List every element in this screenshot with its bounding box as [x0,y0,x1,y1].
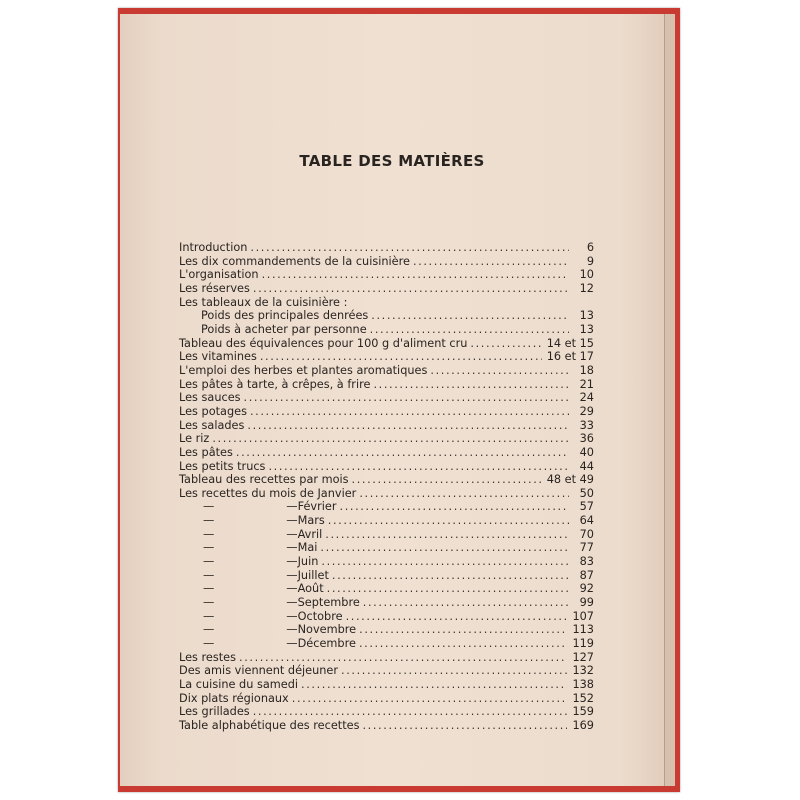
toc-entry-page: 13 [579,322,594,336]
leader-dots [250,405,569,419]
toc-entry-page: 113 [572,623,594,637]
toc-entry-label: Tableau des équivalences pour 100 g d'aliment cru [179,336,468,350]
toc-month-entry [179,569,594,583]
toc-entry [179,337,594,351]
ditto-dash: — [203,541,215,555]
toc-entry-label: L'organisation [179,268,259,282]
toc-entry-label: Mai [297,541,318,555]
leader-dots [332,569,569,583]
toc-entry-page: 92 [579,582,594,596]
toc-entry [179,350,594,364]
toc-entry-page: 16 et 17 [546,350,594,364]
leader-dots [250,241,569,255]
toc-entry-page: 64 [579,514,594,528]
ditto-dash: — [286,637,298,651]
ditto-dash: — [286,541,298,555]
ditto-dash: — [286,500,298,514]
toc-entry-page: 33 [579,418,594,432]
toc-month-entry [179,582,594,596]
toc-entry [179,651,594,665]
toc-entry [179,473,594,487]
ditto-dash: — [203,568,215,582]
toc-entry-page: 48 et 49 [546,473,594,487]
toc-entry-label: Tableau des recettes par mois [179,473,349,487]
ditto-dash: — [286,555,298,569]
toc-entry-page: 24 [579,391,594,405]
toc-entry-label: Les restes [179,650,237,664]
toc-entry-label: Juin [297,555,319,569]
toc-entry-label: Des amis viennent déjeuner [179,664,339,678]
toc-entry-label: Les petits trucs [179,459,266,473]
toc-entry-page: 152 [572,691,594,705]
toc-month-entry [179,637,594,651]
toc-entry-page: 127 [572,650,594,664]
leader-dots [470,337,541,351]
toc-entry-label: Les réserves [179,281,250,295]
leader-dots [413,255,569,269]
toc-entry-label: Août [297,582,324,596]
leader-dots [320,541,569,555]
toc-entry-page: 18 [579,363,594,377]
toc-month-entry [179,610,594,624]
toc-section-header [179,296,594,310]
toc-entry-label: Poids des principales denrées [201,309,369,323]
ditto-dash: — [203,582,215,596]
leader-dots [359,637,568,651]
toc-entry [179,664,594,678]
leader-dots [327,582,569,596]
toc-entry-label: Juillet [297,568,329,582]
leader-dots [325,528,569,542]
ditto-dash: — [286,527,298,541]
leader-dots [352,473,542,487]
toc-entry-page: 138 [572,678,594,691]
toc-month-entry [179,500,594,514]
leader-dots [253,282,569,296]
leader-dots [212,432,569,446]
toc-entry [179,241,594,255]
toc-entry-page: 13 [579,309,594,323]
toc-entry-page: 107 [572,609,594,623]
leader-dots [321,555,569,569]
leader-dots [268,460,569,474]
ditto-dash: — [286,609,298,623]
leader-dots [370,323,569,337]
toc-entry-page: 14 et 15 [546,336,594,350]
leader-dots [340,500,570,514]
leader-dots [359,623,567,637]
toc-entry [179,705,594,719]
toc-entry-page: 87 [579,568,594,582]
page-edge [664,14,675,786]
toc-entry-page: 132 [572,664,594,678]
toc-entry [179,268,594,282]
leader-dots [362,719,567,733]
toc-entry-label: Poids à acheter par personne [201,322,367,336]
ditto-dash: — [203,500,215,514]
toc-month-entry [179,514,594,528]
ditto-dash: — [286,568,298,582]
toc-entry-label: Introduction [179,241,248,254]
toc-entry-label: Les dix commandements de la cuisinière [179,254,410,268]
toc-entry-page: 9 [586,254,594,268]
toc-entry-page: 21 [579,377,594,391]
toc-entry-label: Table alphabétique des recettes [179,718,360,732]
leader-dots [328,514,569,528]
toc-month-entry [179,596,594,610]
toc-entry-page: 159 [572,705,594,719]
leader-dots [244,391,569,405]
toc-sub-entry [179,323,594,337]
toc-month-entry [179,528,594,542]
toc-entry [179,487,594,501]
toc-entry-label: Les vitamines [179,350,257,364]
toc-entry [179,446,594,460]
toc-entry-page: 83 [579,555,594,569]
leader-dots [371,309,569,323]
ditto-dash: — [203,527,215,541]
toc-entry-page: 70 [579,527,594,541]
toc-entry [179,405,594,419]
toc-month-entry [179,555,594,569]
ditto-dash: — [203,609,215,623]
toc-sub-entry [179,309,594,323]
toc-entry-label: Décembre [297,637,356,651]
toc-entry-label: Septembre [297,596,360,610]
toc-entry-label: Mars [297,514,325,528]
toc-entry-page: 6 [586,241,594,254]
toc-entry [179,460,594,474]
leader-dots [236,446,569,460]
toc-entry-label: Le riz [179,432,210,446]
toc-entry [179,692,594,706]
leader-dots [359,487,569,501]
leader-dots [301,678,567,692]
leader-dots [363,596,569,610]
toc-entry [179,391,594,405]
leader-dots [262,268,569,282]
leader-dots [253,705,568,719]
toc-entry-page: 40 [579,445,594,459]
toc-entry-page: 99 [579,596,594,610]
toc-entry-label: Octobre [297,609,343,623]
leader-dots [247,419,569,433]
toc-entry-label: L'emploi des herbes et plantes aromatiques [179,363,428,377]
ditto-dash: — [286,623,298,637]
toc-entry-label: La cuisine du samedi [179,678,299,691]
toc-entry-label: Les sauces [179,391,241,405]
toc-entry [179,255,594,269]
toc-entry-label: Les tableaux de la cuisinière : [179,295,348,309]
ditto-dash: — [203,623,215,637]
toc-entry-label: Les recettes du mois de Janvier [179,486,357,500]
ditto-dash: — [203,637,215,651]
toc-entry [179,432,594,446]
toc-entry-label: Les salades [179,418,245,432]
leader-dots [239,651,567,665]
toc-entry [179,378,594,392]
ditto-dash: — [286,582,298,596]
toc-entry-page: 36 [579,432,594,446]
leader-dots [430,364,569,378]
toc-entry [179,678,594,692]
ditto-dash: — [203,555,215,569]
leader-dots [373,378,569,392]
toc-entry-label: Dix plats régionaux [179,691,289,705]
ditto-dash: — [203,514,215,528]
toc-entry-page: 44 [579,459,594,473]
toc-entry-label: Les pâtes à tarte, à crêpes, à frire [179,377,371,391]
page-title: TABLE DES MATIÈRES [299,152,485,170]
toc-entry-page: 50 [579,486,594,500]
toc-entry [179,364,594,378]
toc-entry [179,419,594,433]
leader-dots [292,692,568,706]
toc-entry-page: 57 [579,500,594,514]
toc-month-entry [179,541,594,555]
toc-entry-label: Février [297,500,337,514]
toc-entry [179,719,594,733]
toc-entry-label: Les potages [179,404,247,418]
toc-entry [179,282,594,296]
toc-entry-label: Avril [297,527,323,541]
toc-entry-page: 12 [579,281,594,295]
ditto-dash: — [203,596,215,610]
toc-entry-label: Novembre [297,623,357,637]
toc-entry-label: Les pâtes [179,445,233,459]
leader-dots [341,664,567,678]
toc-entry-page: 29 [579,404,594,418]
leader-dots [260,350,542,364]
ditto-dash: — [286,514,298,528]
leader-dots [346,610,568,624]
toc-entry-page: 10 [579,268,594,282]
toc-entry-page: 169 [572,718,594,732]
toc-entry-page: 77 [579,541,594,555]
table-of-contents [179,241,594,733]
ditto-dash: — [286,596,298,610]
toc-month-entry [179,623,594,637]
toc-entry-page: 119 [572,637,594,651]
toc-entry-label: Les grillades [179,705,250,719]
